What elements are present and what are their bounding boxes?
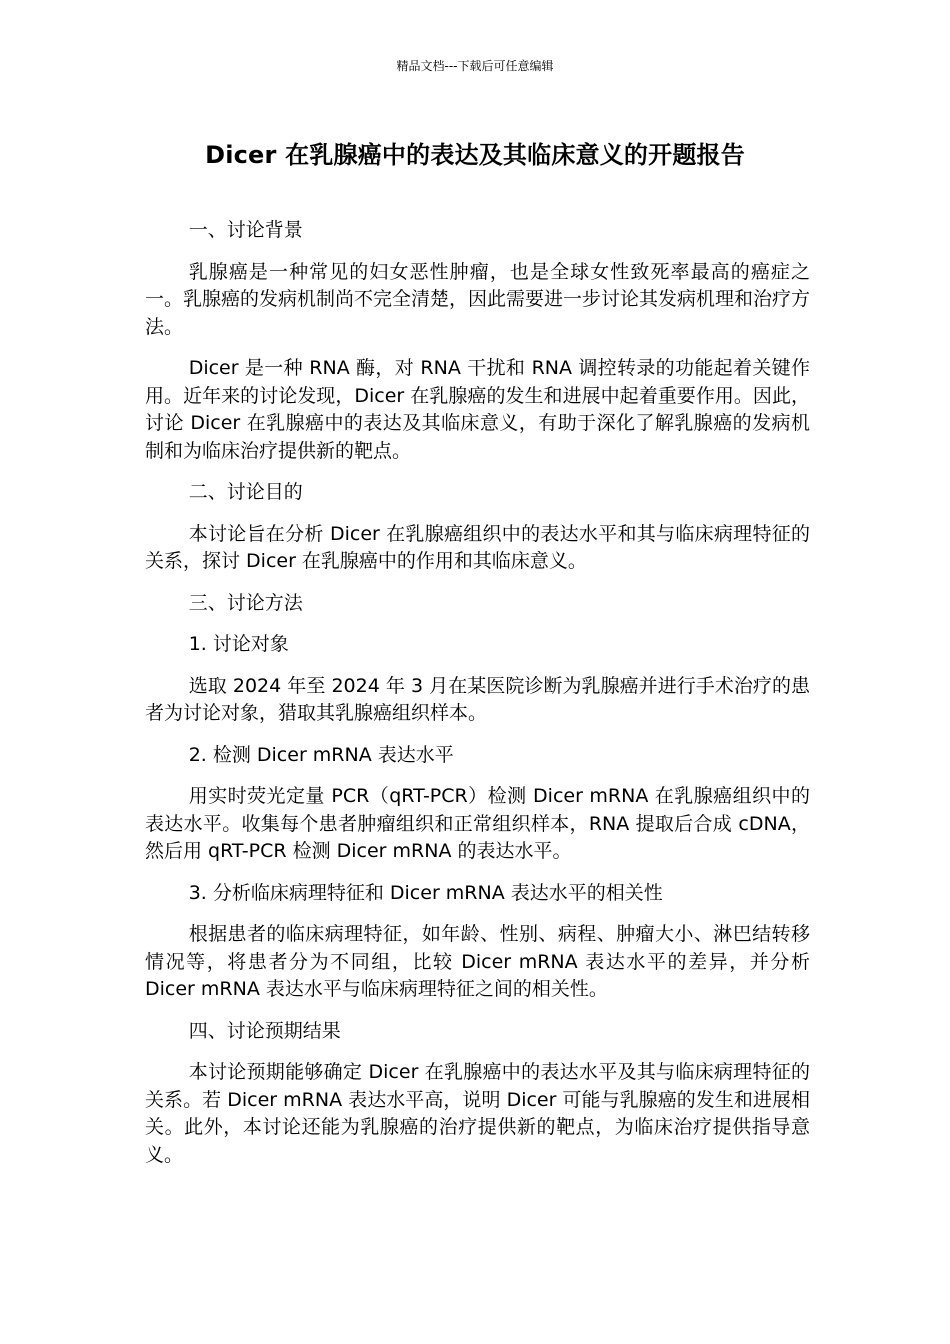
header-note: 精品文档---下载后可任意编辑 [396,59,554,73]
section-heading-expected-results: 四、讨论预期结果 [188,1019,341,1042]
section-heading-methods: 三、讨论方法 [188,591,303,614]
paragraph-detection: 用实时荧光定量 PCR（qRT-PCR）检测 Dicer mRNA 在乳腺癌组织中的表达水平。收集每个患者肿瘤组织和正常组织样本，RNA 提取后合成 cDNA，然后用 qRT-PCR 检测 Dicer mRNA 的表达水平。 [145,785,810,862]
paragraph-subjects: 选取 2024 年至 2024 年 3 月在某医院诊断为乳腺癌并进行手术治疗的患者为讨论对象，猎取其乳腺癌组织样本。 [145,674,810,724]
subheading-subjects: 1. 讨论对象 [188,633,289,655]
paragraph-background-2: Dicer 是一种 RNA 酶，对 RNA 干扰和 RNA 调控转录的功能起着关键作用。近年来的讨论发现，Dicer 在乳腺癌的发生和进展中起着重要作用。因此，讨论 Dicer 在乳腺癌中的表达及其临床意义，有助于深化了解乳腺癌的发病机制和为临床治疗提供新的靶点。 [145,357,810,462]
subheading-correlation: 3. 分析临床病理特征和 Dicer mRNA 表达水平的相关性 [188,881,663,904]
paragraph-background-1: 乳腺癌是一种常见的妇女恶性肿瘤，也是全球女性致死率最高的癌症之一。乳腺癌的发病机制尚不完全清楚，因此需要进一步讨论其发病机理和治疗方法。 [145,260,811,338]
section-heading-background: 一、讨论背景 [188,219,303,241]
paragraph-expected-results: 本讨论预期能够确定 Dicer 在乳腺癌中的表达水平及其与临床病理特征的关系。若 Dicer mRNA 表达水平高，说明 Dicer 可能与乳腺癌的发生和进展相关。此外，本讨论还能为乳腺癌的治疗提供新的靶点，为临床治疗提供指导意义。 [145,1061,810,1166]
subheading-detection: 2. 检测 Dicer mRNA 表达水平 [188,743,454,766]
section-heading-purpose: 二、讨论目的 [188,481,303,503]
paragraph-purpose: 本讨论旨在分析 Dicer 在乳腺癌组织中的表达水平和其与临床病理特征的关系，探讨 Dicer 在乳腺癌中的作用和其临床意义。 [145,522,810,572]
paragraph-correlation: 根据患者的临床病理特征，如年龄、性别、病程、肿瘤大小、淋巴结转移情况等，将患者分为不同组，比较 Dicer mRNA 表达水平的差异，并分析 Dicer mRNA 表达水平与临床病理特征之间的相关性。 [145,923,810,1000]
document-title: Dicer 在乳腺癌中的表达及其临床意义的开题报告 [205,141,745,169]
document-body [145,217,810,1183]
